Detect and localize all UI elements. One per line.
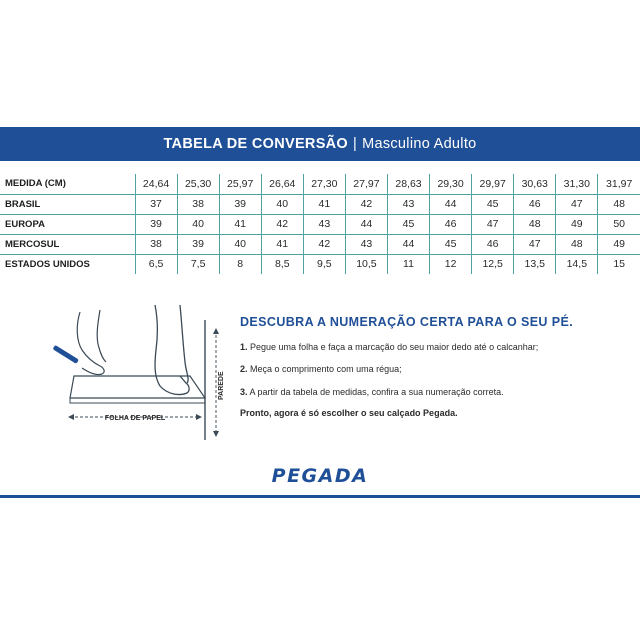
table-cell: 44 [387, 234, 429, 254]
table-row [0, 194, 640, 214]
table-cell: 47 [472, 214, 514, 234]
wall-label: PAREDE [218, 371, 225, 400]
table-cell: 31,97 [598, 174, 640, 194]
table-cell: 6,5 [135, 254, 177, 274]
table-cell: 37 [135, 194, 177, 214]
table-cell: 7,5 [177, 254, 219, 274]
instructions-panel [240, 315, 630, 418]
arrow-down-icon [213, 431, 219, 437]
table-cell: 26,64 [261, 174, 303, 194]
table-cell: 28,63 [387, 174, 429, 194]
table-cell: 30,63 [514, 174, 556, 194]
table-cell: 47 [514, 234, 556, 254]
table-cell: 45 [430, 234, 472, 254]
table-cell: 40 [261, 194, 303, 214]
table-cell: 14,5 [556, 254, 598, 274]
table-subtitle: Masculino Adulto [362, 136, 477, 152]
table-cell: 44 [430, 194, 472, 214]
table-cell: 12 [430, 254, 472, 274]
arrow-up-icon [213, 328, 219, 334]
table-cell: 49 [556, 214, 598, 234]
table-cell: 46 [472, 234, 514, 254]
row-label: MEDIDA (CM) [0, 174, 135, 194]
table-row [0, 254, 640, 274]
step-number: 2. [240, 364, 248, 374]
step-number: 3. [240, 387, 248, 397]
instruction-step-3 [240, 387, 504, 397]
row-label: EUROPA [0, 214, 135, 234]
foot-measurement-illustration [40, 300, 230, 450]
table-cell: 8 [219, 254, 261, 274]
table-cell: 39 [219, 194, 261, 214]
table-cell: 25,97 [219, 174, 261, 194]
table-row [0, 214, 640, 234]
table-cell: 48 [598, 194, 640, 214]
row-label: MERCOSUL [0, 234, 135, 254]
table-cell: 47 [556, 194, 598, 214]
table-cell: 38 [135, 234, 177, 254]
hand-outline [77, 312, 104, 375]
table-cell: 50 [598, 214, 640, 234]
table-cell: 46 [430, 214, 472, 234]
table-cell: 48 [514, 214, 556, 234]
table-cell: 43 [345, 234, 387, 254]
footer-divider [0, 495, 640, 498]
row-label: ESTADOS UNIDOS [5, 258, 90, 270]
table-cell: 12,5 [472, 254, 514, 274]
table-cell: 42 [345, 194, 387, 214]
arrow-right-icon [196, 414, 202, 420]
table-title: TABELA DE CONVERSÃO [163, 136, 349, 152]
table-row [0, 174, 640, 194]
table-cell: 46 [514, 194, 556, 214]
step-text: Pegue uma folha e faça a marcação do seu maior dedo até o calcanhar; [250, 342, 539, 352]
table-cell: 11 [387, 254, 429, 274]
table-cell: 41 [303, 194, 345, 214]
instruction-step-1 [240, 342, 538, 352]
table-cell: 44 [345, 214, 387, 234]
table-cell: 48 [556, 234, 598, 254]
paper-sheet [70, 376, 205, 398]
table-cell: 29,30 [430, 174, 472, 194]
table-cell: 24,64 [135, 174, 177, 194]
table-cell: 27,30 [303, 174, 345, 194]
step-text: A partir da tabela de medidas, confira a sua numeração correta. [249, 387, 504, 397]
table-cell: 39 [135, 214, 177, 234]
paper-label: FOLHA DE PAPEL [104, 415, 166, 422]
row-label: BRASIL [0, 194, 135, 214]
table-cell: 42 [303, 234, 345, 254]
title-banner [0, 127, 640, 161]
table-cell: 39 [177, 234, 219, 254]
table-cell: 8,5 [261, 254, 303, 274]
step-number: 1. [240, 342, 248, 352]
table-cell: 49 [598, 234, 640, 254]
paper-sheet-edge [70, 398, 205, 403]
instructions-headline: DESCUBRA A NUMERAÇÃO CERTA PARA O SEU PÉ. [240, 315, 574, 329]
table-cell: 45 [472, 194, 514, 214]
step-text: Meça o comprimento com uma régua; [250, 364, 402, 374]
table-cell: 15 [598, 254, 640, 274]
table-row [0, 234, 640, 254]
title-separator: | [353, 136, 358, 152]
table-cell: 29,97 [472, 174, 514, 194]
instruction-step-2 [240, 364, 402, 374]
table-cell: 42 [261, 214, 303, 234]
size-conversion-table [0, 174, 640, 274]
pen-icon [53, 345, 79, 364]
finger-outline [97, 310, 106, 362]
table-cell: 38 [177, 194, 219, 214]
leg-outline-back [180, 305, 188, 383]
table-cell: 41 [261, 234, 303, 254]
table-cell: 40 [219, 234, 261, 254]
pegada-logo: PEGADA [271, 465, 369, 487]
table-cell: 43 [387, 194, 429, 214]
table-cell: 40 [177, 214, 219, 234]
table-cell: 13,5 [514, 254, 556, 274]
table-cell: 25,30 [177, 174, 219, 194]
table-cell: 41 [219, 214, 261, 234]
table-cell: 9,5 [303, 254, 345, 274]
table-cell: 27,97 [345, 174, 387, 194]
table-cell: 10,5 [345, 254, 387, 274]
table-cell: 31,30 [556, 174, 598, 194]
table-cell: 43 [303, 214, 345, 234]
arrow-left-icon [68, 414, 74, 420]
table-cell: 45 [387, 214, 429, 234]
instructions-closing: Pronto, agora é só escolher o seu calçado Pegada. [240, 408, 458, 418]
